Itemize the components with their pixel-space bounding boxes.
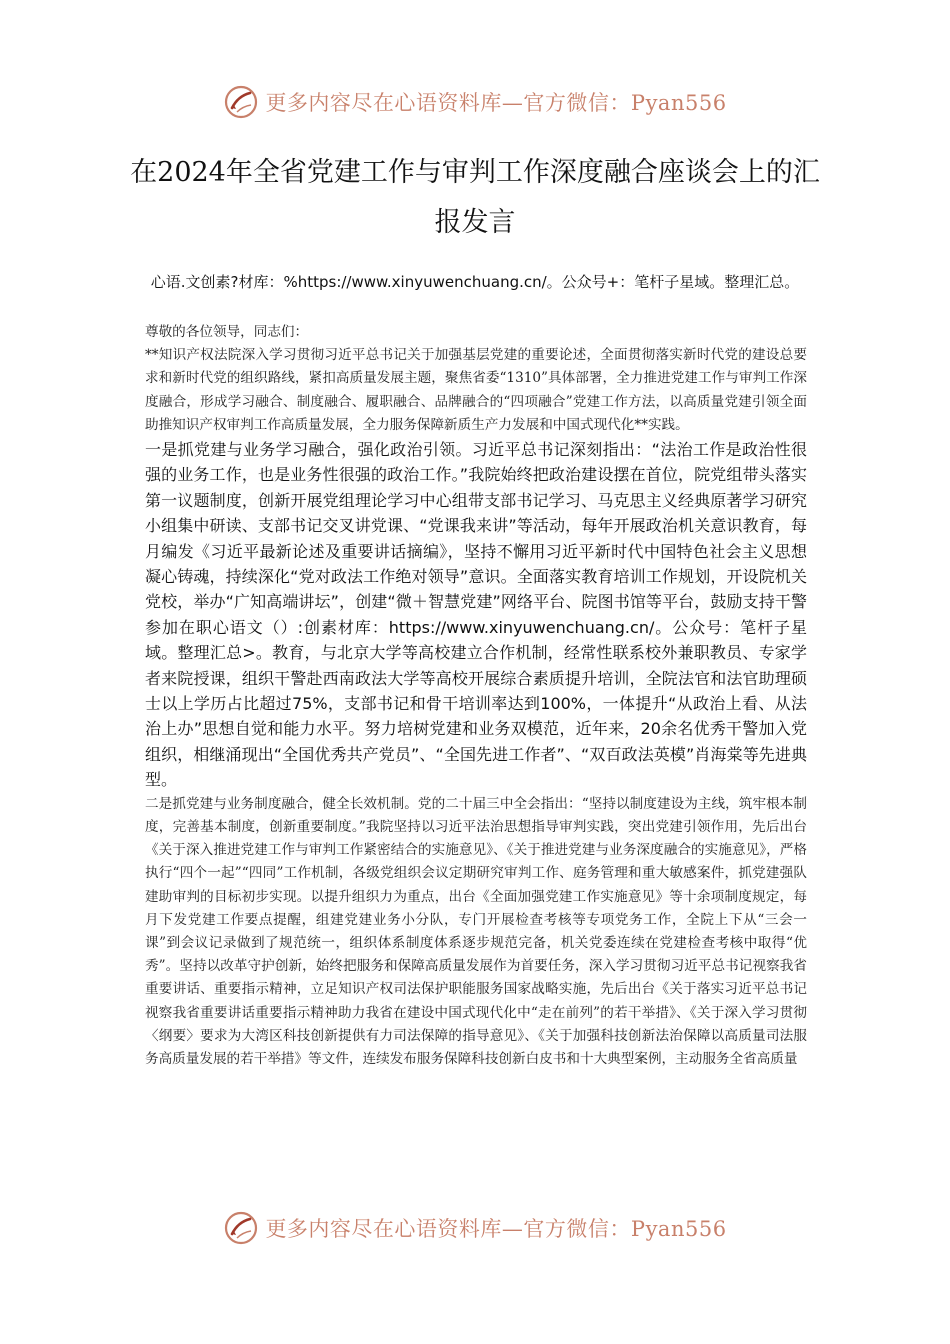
header-watermark-banner [0,80,950,124]
document-title: 在2024年全省党建工作与审判工作深度融合座谈会上的汇报发言 [130,157,820,238]
pen-logo-icon [223,1210,259,1246]
source-note: 心语.文创素?材库：%https://www.xinyuwenchuang.cn/。公众号+：笔杆子星域。整理汇总。 [150,273,800,291]
watermark-text: 更多内容尽在心语资料库—官方微信：Pyan556 [265,91,727,115]
document-body [145,321,807,1071]
salutation: 尊敬的各位领导，同志们： [145,324,309,340]
section-one-paragraph: 一是抓党建与业务学习融合，强化政治引领。习近平总书记深刻指出：“法治工作是政治性很强的业务工作，也是业务性很强的政治工作。”我院始终把政治建设摆在首位，院党组带头落实第一议题制度，创新开展党组理论学习中心组带支部书记学习、马克思主义经典原著学习研究小组集中研读、支部书记交叉讲党课、“党课我来讲”等活动，每年开展政治机关意识教育，每月编发《习近平最新论述及重要讲话摘编》，坚持不懈用习近平新时代中国特色社会主义思想凝心铸魂，持续深化“党对政法工作绝对领导”意识。全面落实教育培训工作规划，开设院机关党校，举办“广知高端讲坛”，创建“微＋智慧党建”网络平台、院图书馆等平台，鼓励支持干警参加在职心语文（）:创素材库：https://www.xinyuwenchuang.cn/。公众号：笔杆子星域。整理汇总>。教育，与北京大学等高校建立合作机制，经常性联系校外兼职教员、专家学者来院授课，组织干警赴西南政法大学等高校开展综合素质提升培训，全院法官和法官助理硕士以上学历占比超过75%，支部书记和骨干培训率达到100%，一体提升“从政治上看、从法治上办”思想自觉和能力水平。努力培树党建和业务双模范，近年来，20余名优秀干警加入党组织，相继涌现出“全国优秀共产党员”、“全国先进工作者”、“双百政法英模”肖海棠等先进典型。 [145,440,807,790]
section-two-paragraph: 二是抓党建与业务制度融合，健全长效机制。党的二十届三中全会指出：“坚持以制度建设为主线，筑牢根本制度，完善基本制度，创新重要制度。”我院坚持以习近平法治思想指导审判实践，突出党建引领作用，先后出台《关于深入推进党建工作与审判工作紧密结合的实施意见》、《关于推进党建与业务深度融合的实施意见》，严格执行“四个一起”“四同”工作机制，各级党组织会议定期研究审判工作、庭务管理和重大敏感案件，抓党建强队建助审判的目标初步实现。以提升组织力为重点，出台《全面加强党建工作实施意见》等十余项制度规定，每月下发党建工作要点提醒，组建党建业务小分队，专门开展检查考核等专项党务工作，全院上下从“三会一课”到会议记录做到了规范统一，组织体系制度体系逐步规范完备，机关党委连续在党建检查考核中取得“优秀”。坚持以改革守护创新，始终把服务和保障高质量发展作为首要任务，深入学习贯彻习近平总书记视察我省重要讲话、重要指示精神，立足知识产权司法保护职能服务国家战略实施，先后出台《关于落实习近平总书记视察我省重要讲话重要指示精神助力我省在建设中国式现代化中“走在前列”的若干举措》、《关于深入学习贯彻〈纲要〉要求为大湾区科技创新提供有力司法保障的指导意见》、《关于加强科技创新法治保障以高质量司法服务高质量发展的若干举措》等文件，连续发布服务保障科技创新白皮书和十大典型案例，主动服务全省高质量 [145,795,807,1067]
footer-watermark-banner [0,1206,950,1250]
watermark-text: 更多内容尽在心语资料库—官方微信：Pyan556 [265,1217,727,1241]
intro-paragraph: **知识产权法院深入学习贯彻习近平总书记关于加强基层党建的重要论述，全面贯彻落实新时代党的建设总要求和新时代党的组织路线，紧扣高质量发展主题，聚焦省委“1310”具体部署，全力推进党建工作与审判工作深度融合，形成学习融合、制度融合、履职融合、品牌融合的“四项融合”党建工作方法，以高质量党建引领全面助推知识产权审判工作高质量发展，全力服务保障新质生产力发展和中国式现代化**实践。 [145,347,807,433]
pen-logo-icon [223,84,259,120]
